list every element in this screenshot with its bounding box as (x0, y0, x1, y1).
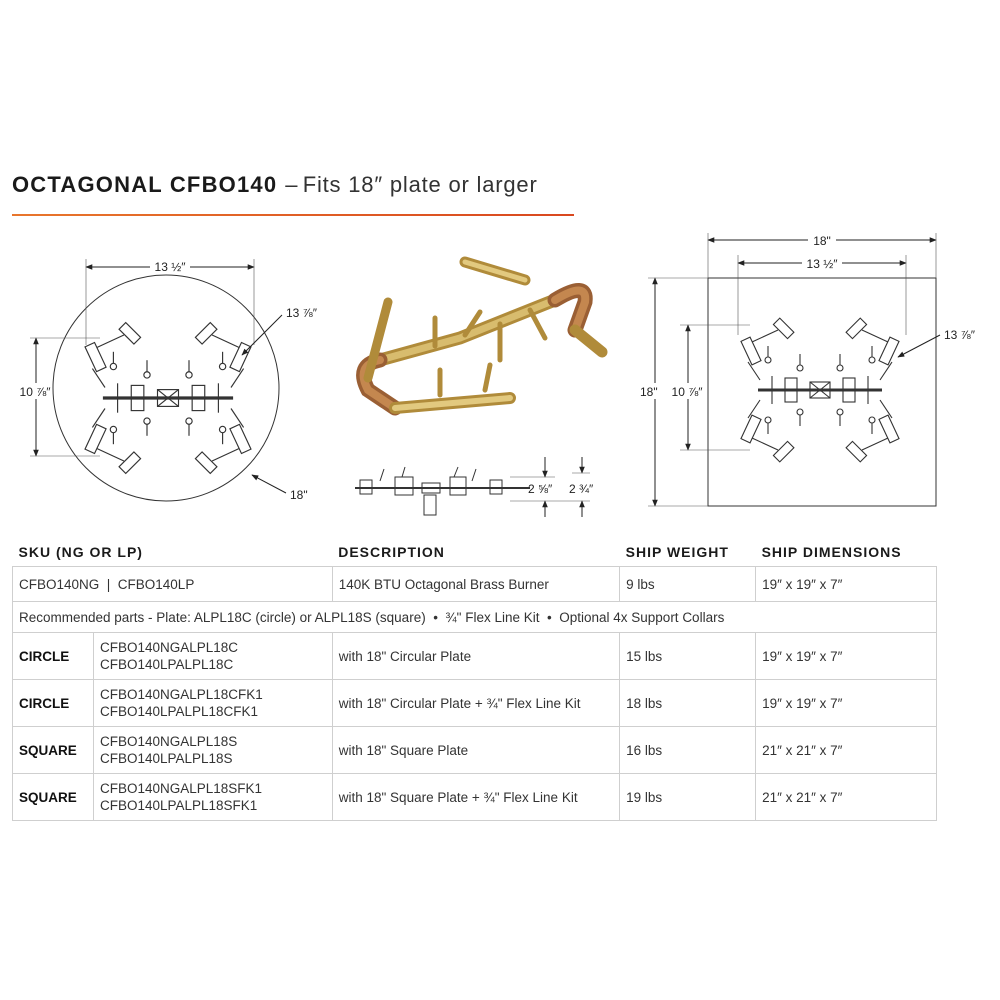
variant-sku (93, 774, 332, 821)
variant-sku-lp: CFBO140LPALPL18CFK1 (99, 704, 259, 719)
variant-sku-ng: CFBO140NGALPL18SFK1 (99, 781, 263, 796)
variant-category: CIRCLE (13, 680, 94, 727)
burner-side-profile (350, 455, 620, 520)
variant-weight: 16 lbs (620, 727, 756, 774)
square-outer-label: 18" (813, 234, 831, 248)
square-plate-drawing (630, 225, 1000, 510)
table-row (13, 774, 937, 821)
circle-plate-drawing (20, 245, 320, 515)
circle-height-label: 10 ⅞″ (19, 385, 51, 399)
burner-top-view-square (741, 318, 899, 462)
square-side-label: 18" (640, 385, 658, 399)
recommended-parts-row (13, 602, 937, 633)
circle-plate-outline (53, 275, 279, 501)
variant-category: SQUARE (13, 774, 94, 821)
variant-sku (93, 633, 332, 680)
square-width-label: 13 ½″ (806, 257, 838, 271)
title-dash: – (285, 172, 299, 197)
circle-plate-size-label: 18" (290, 488, 308, 502)
variant-sku (93, 727, 332, 774)
variant-weight: 18 lbs (620, 680, 756, 727)
title-main: OCTAGONAL CFBO140 (12, 172, 278, 197)
square-diagonal-label: 13 ⅞″ (944, 328, 975, 342)
variant-sku-ng: CFBO140NGALPL18CFK1 (99, 687, 263, 702)
variant-category: SQUARE (13, 727, 94, 774)
variant-description: with 18" Square Plate (332, 727, 619, 774)
variant-description: with 18" Circular Plate + ¾" Flex Line Kit (332, 680, 619, 727)
variant-weight: 15 lbs (620, 633, 756, 680)
circle-diagonal-label: 13 ⅞″ (286, 306, 317, 320)
variant-sku-ng: CFBO140NGALPL18C (99, 640, 239, 655)
variant-description: with 18" Square Plate + ¾" Flex Line Kit (332, 774, 619, 821)
variant-dimensions: 21″ x 21″ x 7″ (756, 774, 937, 821)
square-height-label: 10 ⅞″ (671, 385, 703, 399)
variant-weight: 19 lbs (620, 774, 756, 821)
title-underline (12, 214, 574, 216)
table-header-row (13, 540, 937, 567)
variant-category: CIRCLE (13, 633, 94, 680)
header-ship-dimensions: SHIP DIMENSIONS (761, 544, 902, 560)
side-height-label-1: 2 ⅝″ (528, 482, 553, 496)
burner-top-view (85, 323, 251, 474)
variant-sku (93, 680, 332, 727)
table-row (13, 567, 937, 602)
table-row (13, 680, 937, 727)
main-description: 140K BTU Octagonal Brass Burner (332, 567, 619, 602)
page-title (12, 172, 538, 198)
table-row (13, 727, 937, 774)
variant-dimensions: 21″ x 21″ x 7″ (756, 727, 937, 774)
variant-sku-lp: CFBO140LPALPL18S (99, 751, 233, 766)
spec-table (12, 540, 937, 821)
header-sku: SKU (NG OR LP) (18, 544, 143, 560)
variant-sku-ng: CFBO140NGALPL18S (99, 734, 238, 749)
circle-width-label: 13 ½″ (154, 260, 186, 274)
main-weight: 9 lbs (620, 567, 756, 602)
variant-dimensions: 19″ x 19″ x 7″ (756, 680, 937, 727)
side-height-label-2: 2 ¾″ (569, 482, 594, 496)
burner-product-illustration (340, 240, 630, 425)
recommended-parts: Recommended parts - Plate: ALPL18C (circle) or ALPL18S (square) • ¾" Flex Line Kit • Optional 4x Support Collars (13, 602, 937, 633)
main-dimensions: 19″ x 19″ x 7″ (756, 567, 937, 602)
variant-dimensions: 19″ x 19″ x 7″ (756, 633, 937, 680)
main-sku: CFBO140NG | CFBO140LP (13, 567, 333, 602)
header-description: DESCRIPTION (338, 544, 445, 560)
variant-sku-lp: CFBO140LPALPL18SFK1 (99, 798, 258, 813)
variant-sku-lp: CFBO140LPALPL18C (99, 657, 234, 672)
header-ship-weight: SHIP WEIGHT (625, 544, 729, 560)
variant-description: with 18" Circular Plate (332, 633, 619, 680)
table-row (13, 633, 937, 680)
title-subtitle: Fits 18″ plate or larger (302, 172, 538, 197)
